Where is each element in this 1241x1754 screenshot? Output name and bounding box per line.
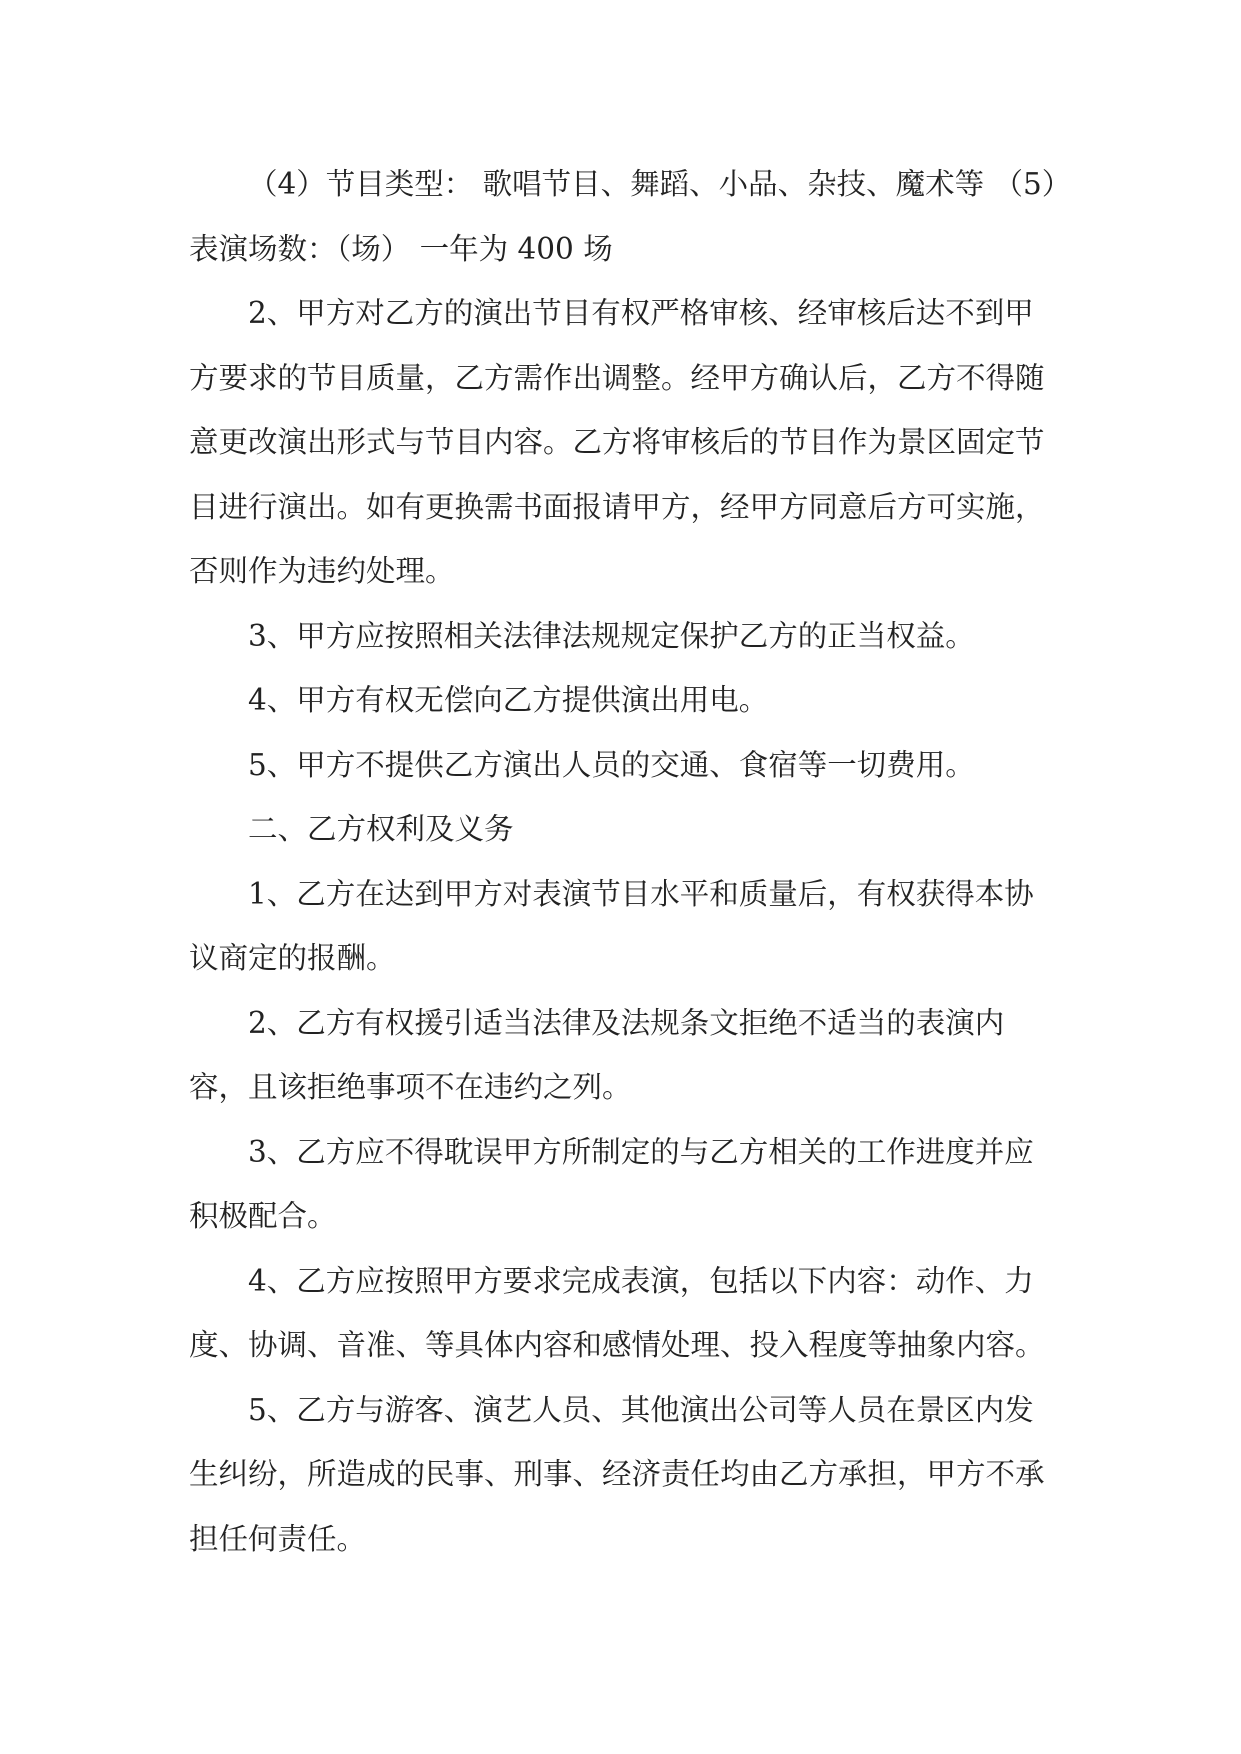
paragraph-party-b-disputes: 5、乙方与游客、演艺人员、其他演出公司等人员在景区内发生纠纷，所造成的民事、刑事、经济责任均由乙方承担，甲方不承担任何责任。	[189, 1392, 1045, 1556]
paragraph-party-a-protection: 3、甲方应按照相关法律法规规定保护乙方的正当权益。	[248, 618, 975, 653]
paragraph-party-a-review: 2、甲方对乙方的演出节目有权严格审核、经审核后达不到甲方要求的节目质量，乙方需作出调整。经甲方确认后，乙方不得随意更改演出形式与节目内容。乙方将审核后的节目作为景区固定节目进行演出。如有更换需书面报请甲方，经甲方同意后方可实施，否则作为违约处理。	[189, 296, 1045, 588]
paragraph-program-types: （4）节目类型： 歌唱节目、舞蹈、小品、杂技、魔术等 （5）表演场数：（场） 一年为 400 场	[189, 167, 1057, 266]
paragraph-party-b-cooperation: 3、乙方应不得耽误甲方所制定的与乙方相关的工作进度并应积极配合。	[189, 1134, 1034, 1233]
paragraph-party-b-refusal: 2、乙方有权援引适当法律及法规条文拒绝不适当的表演内容，且该拒绝事项不在违约之列。	[189, 1005, 1005, 1104]
section-heading-party-b: 二、乙方权利及义务	[248, 812, 514, 846]
paragraph-party-a-electricity: 4、甲方有权无偿向乙方提供演出用电。	[248, 683, 769, 717]
paragraph-party-a-expenses: 5、甲方不提供乙方演出人员的交通、食宿等一切费用。	[248, 747, 975, 782]
document-body	[189, 152, 1059, 1571]
paragraph-party-b-performance: 4、乙方应按照甲方要求完成表演，包括以下内容：动作、力度、协调、音准、等具体内容和感情处理、投入程度等抽象内容。	[189, 1263, 1045, 1362]
paragraph-party-b-remuneration: 1、乙方在达到甲方对表演节目水平和质量后，有权获得本协议商定的报酬。	[189, 876, 1034, 975]
